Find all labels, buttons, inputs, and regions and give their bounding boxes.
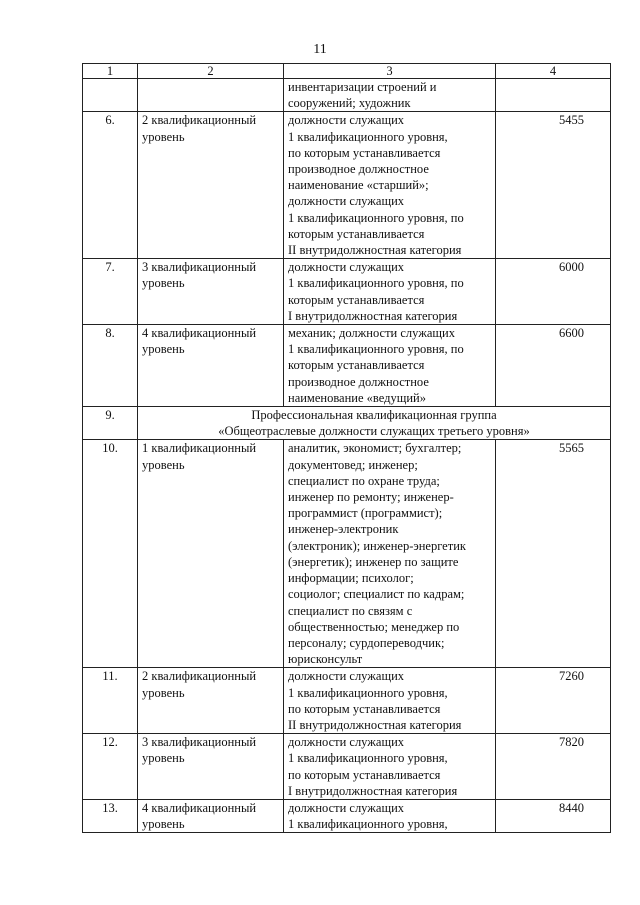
position-description: аналитик, экономист; бухгалтер; документовед; инженер; специалист по охране труда; инженер по ремонту; инженер- программист (программист); инженер-электроник (электроник); инженер-энергетик (энергетик); инженер по защите информации; психолог; социолог; специалист по кадрам; специалист по связям с общественностью; менеджер по персоналу; сурдопереводчик; юрисконсульт	[284, 440, 496, 668]
position-description: должности служащих 1 квалификационного уровня, по которым устанавливается II внутридолжностная категория	[284, 668, 496, 734]
row-number: 11.	[83, 668, 138, 734]
salary-value: 5565	[496, 440, 611, 668]
row-number: 10.	[83, 440, 138, 668]
header-col-4: 4	[496, 64, 611, 79]
position-description: должности служащих 1 квалификационного уровня, по которым устанавливается I внутридолжностная категория	[284, 734, 496, 800]
salary-value: 7820	[496, 734, 611, 800]
table-row	[83, 668, 611, 734]
group-header-row	[83, 407, 611, 440]
header-col-2: 2	[138, 64, 284, 79]
table-row	[83, 79, 611, 112]
page-number: 11	[313, 42, 327, 57]
row-number	[83, 79, 138, 112]
salary-value: 7260	[496, 668, 611, 734]
table-row	[83, 440, 611, 668]
table-row	[83, 799, 611, 832]
qualification-level: 2 квалификационный уровень	[138, 112, 284, 259]
salary-value: 5455	[496, 112, 611, 259]
header-col-3: 3	[284, 64, 496, 79]
header-row	[83, 64, 611, 79]
row-number: 13.	[83, 799, 138, 832]
row-number: 6.	[83, 112, 138, 259]
qualification-level: 4 квалификационный уровень	[138, 799, 284, 832]
row-number: 9.	[83, 407, 138, 440]
table-row	[83, 325, 611, 407]
position-description: механик; должности служащих 1 квалификационного уровня, по которым устанавливается производное должностное наименование «ведущий»	[284, 325, 496, 407]
position-description: должности служащих 1 квалификационного уровня, по которым устанавливается I внутридолжностная категория	[284, 259, 496, 325]
qualification-table	[82, 63, 611, 833]
header-col-1: 1	[83, 64, 138, 79]
position-description: должности служащих 1 квалификационного уровня,	[284, 799, 496, 832]
salary-value: 6600	[496, 325, 611, 407]
table-row	[83, 112, 611, 259]
position-description: инвентаризации строений и сооружений; художник	[284, 79, 496, 112]
row-number: 12.	[83, 734, 138, 800]
table-row	[83, 259, 611, 325]
qualification-level: 4 квалификационный уровень	[138, 325, 284, 407]
qualification-level: 3 квалификационный уровень	[138, 259, 284, 325]
qualification-level: 3 квалификационный уровень	[138, 734, 284, 800]
qualification-level	[138, 79, 284, 112]
qualification-level: 1 квалификационный уровень	[138, 440, 284, 668]
salary-value: 8440	[496, 799, 611, 832]
table-row	[83, 734, 611, 800]
row-number: 7.	[83, 259, 138, 325]
salary-value: 6000	[496, 259, 611, 325]
row-number: 8.	[83, 325, 138, 407]
position-description: должности служащих 1 квалификационного уровня, по которым устанавливается производное должностное наименование «старший»; должности служащих 1 квалификационного уровня, по которым устанавливается II внутридолжностная категория	[284, 112, 496, 259]
qualification-level: 2 квалификационный уровень	[138, 668, 284, 734]
group-title: Профессиональная квалификационная группа «Общеотраслевые должности служащих третьего уровня»	[138, 407, 611, 440]
salary-value	[496, 79, 611, 112]
